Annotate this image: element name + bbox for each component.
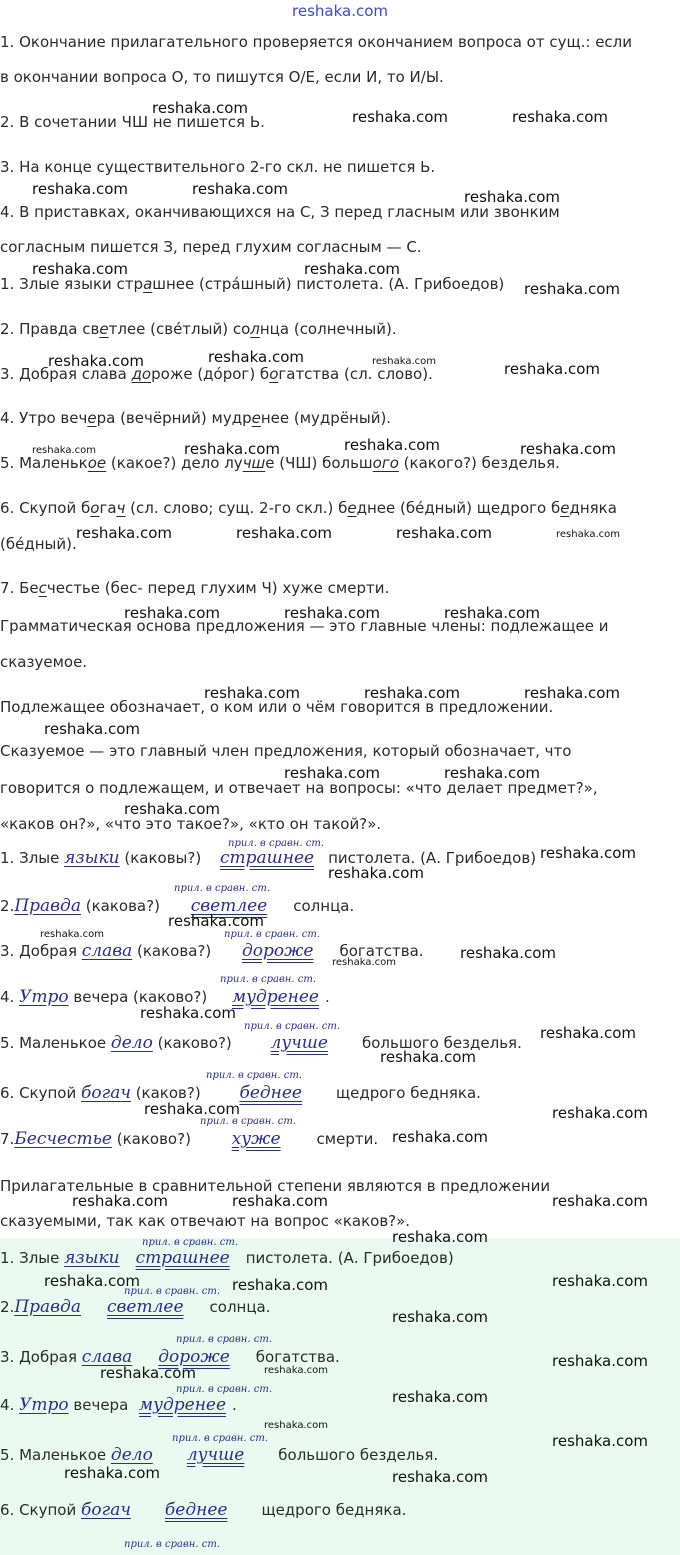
predicate: мудренее: [231, 987, 319, 1007]
conclusion-line: сказуемыми, так как отвечают на вопрос «каков?».: [0, 1212, 411, 1230]
proverb-line: 6. Скупой богач (сл. слово; сущ. 2-го скл.) беднее (бе́дный) щедрого бедняка: [0, 499, 617, 517]
subject: Правда: [14, 1297, 81, 1317]
answer-line: 5. Маленькое дело лучше большого безделья.: [0, 1445, 439, 1465]
proverb-line: 1. Злые языки страшнее (стра́шный) пистолета. (А. Грибоедов): [0, 275, 505, 293]
watermark: reshaka.com: [540, 844, 636, 862]
watermark: reshaka.com: [552, 1272, 648, 1290]
subject: дело: [110, 1445, 153, 1465]
annotation: прил. в сравн. ст.: [220, 974, 316, 985]
watermark: reshaka.com: [284, 604, 380, 622]
watermark: reshaka.com: [32, 445, 96, 456]
theory-line: Грамматическая основа предложения — это главные члены: подлежащее и: [0, 617, 609, 635]
watermark: reshaka.com: [32, 260, 128, 278]
watermark: reshaka.com: [524, 684, 620, 702]
rule-line: 1. Окончание прилагательного проверяется окончанием вопроса от сущ.: если: [0, 33, 633, 51]
subject: богач: [81, 1083, 131, 1103]
rule-line: 2. В сочетании ЧШ не пишется Ь.: [0, 113, 265, 131]
watermark: reshaka.com: [504, 360, 600, 378]
answer-line: 4. Утро вечера мудренее .: [0, 1395, 237, 1415]
watermark: reshaka.com: [524, 280, 620, 298]
watermark: reshaka.com: [40, 929, 104, 940]
annotation: прил. в сравн. ст.: [176, 1334, 272, 1345]
predicate: лучше: [270, 1033, 328, 1053]
watermark: reshaka.com: [76, 524, 172, 542]
watermark: reshaka.com: [556, 529, 620, 540]
site-link[interactable]: reshaka.com: [292, 2, 388, 20]
subject: богач: [81, 1500, 131, 1520]
annotation: прил. в сравн. ст.: [176, 1384, 272, 1395]
predicate: лучше: [186, 1445, 245, 1465]
watermark: reshaka.com: [304, 260, 400, 278]
watermark: reshaka.com: [380, 1048, 476, 1066]
watermark: reshaka.com: [64, 1464, 160, 1482]
theory-line: Подлежащее обозначает, о ком или о чём говорится в предложении.: [0, 698, 554, 716]
watermark: reshaka.com: [72, 1192, 168, 1210]
annotation: прил. в сравн. ст.: [244, 1021, 340, 1032]
parse-line: 1. Злые языки (каковы?) страшнее пистолета. (А. Грибоедов): [0, 848, 537, 868]
subject: Правда: [14, 896, 81, 916]
answer-line: 3. Добрая слава дороже богатства.: [0, 1347, 340, 1367]
watermark: reshaka.com: [464, 188, 560, 206]
watermark: reshaka.com: [328, 864, 424, 882]
theory-line: сказуемое.: [0, 653, 88, 671]
watermark: reshaka.com: [392, 1128, 488, 1146]
parse-line: 4. Утро вечера (каково?) мудренее .: [0, 987, 330, 1007]
annotation: прил. в сравн. ст.: [124, 1539, 220, 1550]
watermark: reshaka.com: [460, 944, 556, 962]
watermark: reshaka.com: [392, 1388, 488, 1406]
predicate: дороже: [158, 1347, 230, 1367]
watermark: reshaka.com: [44, 720, 140, 738]
watermark: reshaka.com: [184, 440, 280, 458]
answer-line: 2.Правда светлее солнца.: [0, 1297, 271, 1317]
subject: языки: [64, 848, 120, 868]
annotation: прил. в сравн. ст.: [200, 1116, 296, 1127]
subject: Бесчестье: [14, 1129, 112, 1149]
watermark: reshaka.com: [552, 1352, 648, 1370]
watermark: reshaka.com: [396, 524, 492, 542]
watermark: reshaka.com: [48, 352, 144, 370]
watermark: reshaka.com: [444, 604, 540, 622]
rule-line: 4. В приставках, оканчивающихся на С, З перед гласным или звонким: [0, 203, 560, 221]
annotation: прил. в сравн. ст.: [228, 838, 324, 849]
answer-line: 1. Злые языки страшнее пистолета. (А. Грибоедов): [0, 1248, 454, 1268]
parse-line: 5. Маленькое дело (каково?) лучше большого безделья.: [0, 1033, 522, 1053]
proverb-line: 3. Добрая слава дороже (до́рог) богатства (сл. слово).: [0, 365, 433, 383]
watermark: reshaka.com: [512, 108, 608, 126]
watermark: reshaka.com: [552, 1104, 648, 1122]
predicate: светлее: [106, 1297, 184, 1317]
proverb-line: 4. Утро вечера (вечёрний) мудренее (мудрёный).: [0, 409, 392, 427]
watermark: reshaka.com: [124, 800, 220, 818]
watermark: reshaka.com: [236, 524, 332, 542]
watermark: reshaka.com: [232, 1276, 328, 1294]
watermark: reshaka.com: [392, 1468, 488, 1486]
answer-line: 6. Скупой богач беднее щедрого бедняка.: [0, 1500, 407, 1520]
theory-line: Сказуемое — это главный член предложения, который обозначает, что: [0, 742, 572, 760]
watermark: reshaka.com: [540, 1024, 636, 1042]
subject: языки: [64, 1248, 120, 1268]
annotation: прил. в сравн. ст.: [172, 1433, 268, 1444]
predicate: мудренее: [139, 1395, 227, 1415]
subject: дело: [110, 1033, 153, 1053]
predicate: светлее: [190, 896, 268, 916]
watermark: reshaka.com: [552, 1192, 648, 1210]
parse-line: 6. Скупой богач (каков?) беднее щедрого бедняка.: [0, 1083, 481, 1103]
watermark: reshaka.com: [352, 108, 448, 126]
watermark: reshaka.com: [204, 684, 300, 702]
subject: слава: [81, 941, 133, 961]
parse-line: 3. Добрая слава (какова?) дороже богатства.: [0, 941, 424, 961]
watermark: reshaka.com: [140, 1004, 236, 1022]
theory-line: говорится о подлежащем, и отвечает на вопросы: «что делает предмет?»,: [0, 779, 598, 797]
rule-line: в окончании вопроса О, то пишутся О/Е, если И, то И/Ы.: [0, 68, 444, 86]
predicate: беднее: [164, 1500, 228, 1520]
watermark: reshaka.com: [264, 1420, 328, 1431]
predicate: дороже: [241, 941, 314, 961]
watermark: reshaka.com: [124, 604, 220, 622]
watermark: reshaka.com: [364, 684, 460, 702]
parse-line: 7.Бесчестье (каково?) хуже смерти.: [0, 1129, 379, 1149]
watermark: reshaka.com: [392, 1228, 488, 1246]
watermark: reshaka.com: [332, 957, 396, 968]
proverb-line: (бе́дный).: [0, 535, 77, 553]
watermark: reshaka.com: [152, 99, 248, 117]
subject: Утро: [19, 987, 69, 1007]
watermark: reshaka.com: [32, 180, 128, 198]
watermark: reshaka.com: [144, 1100, 240, 1118]
annotation: прил. в сравн. ст.: [206, 1070, 302, 1081]
annotation: прил. в сравн. ст.: [124, 1286, 220, 1297]
proverb-line: 7. Бесчестье (бес- перед глухим Ч) хуже смерти.: [0, 579, 390, 597]
watermark: reshaka.com: [392, 1308, 488, 1326]
annotation: прил. в сравн. ст.: [142, 1237, 238, 1248]
watermark: reshaka.com: [232, 1192, 328, 1210]
predicate: беднее: [239, 1083, 302, 1103]
rule-line: согласным пишется З, перед глухим согласным — С.: [0, 238, 422, 256]
watermark: reshaka.com: [372, 356, 436, 367]
theory-line: «каков он?», «что это такое?», «кто он такой?».: [0, 815, 382, 833]
watermark: reshaka.com: [192, 180, 288, 198]
subject: Утро: [19, 1395, 69, 1415]
predicate: страшнее: [135, 1248, 230, 1268]
watermark: reshaka.com: [100, 1364, 196, 1382]
predicate: страшнее: [219, 848, 315, 868]
watermark: reshaka.com: [44, 1272, 140, 1290]
watermark: reshaka.com: [284, 764, 380, 782]
proverb-line: 2. Правда светлее (све́тлый) солнца (солнечный).: [0, 320, 397, 338]
watermark: reshaka.com: [444, 764, 540, 782]
watermark: reshaka.com: [168, 912, 264, 930]
rule-line: 3. На конце существительного 2-го скл. не пишется Ь.: [0, 158, 436, 176]
watermark: reshaka.com: [344, 436, 440, 454]
parse-line: 2.Правда (какова?) светлее солнца.: [0, 896, 355, 916]
subject: слава: [81, 1347, 133, 1367]
watermark: reshaka.com: [520, 440, 616, 458]
annotation: прил. в сравн. ст.: [224, 929, 320, 940]
annotation: прил. в сравн. ст.: [174, 883, 270, 894]
watermark: reshaka.com: [208, 348, 304, 366]
proverb-line: 5. Маленькое (какое?) дело лучше (ЧШ) большого (какого?) безделья.: [0, 454, 560, 472]
watermark: reshaka.com: [264, 1365, 328, 1376]
predicate: хуже: [231, 1129, 281, 1149]
watermark: reshaka.com: [552, 1432, 648, 1450]
conclusion-line: Прилагательные в сравнительной степени являются в предложении: [0, 1177, 551, 1195]
